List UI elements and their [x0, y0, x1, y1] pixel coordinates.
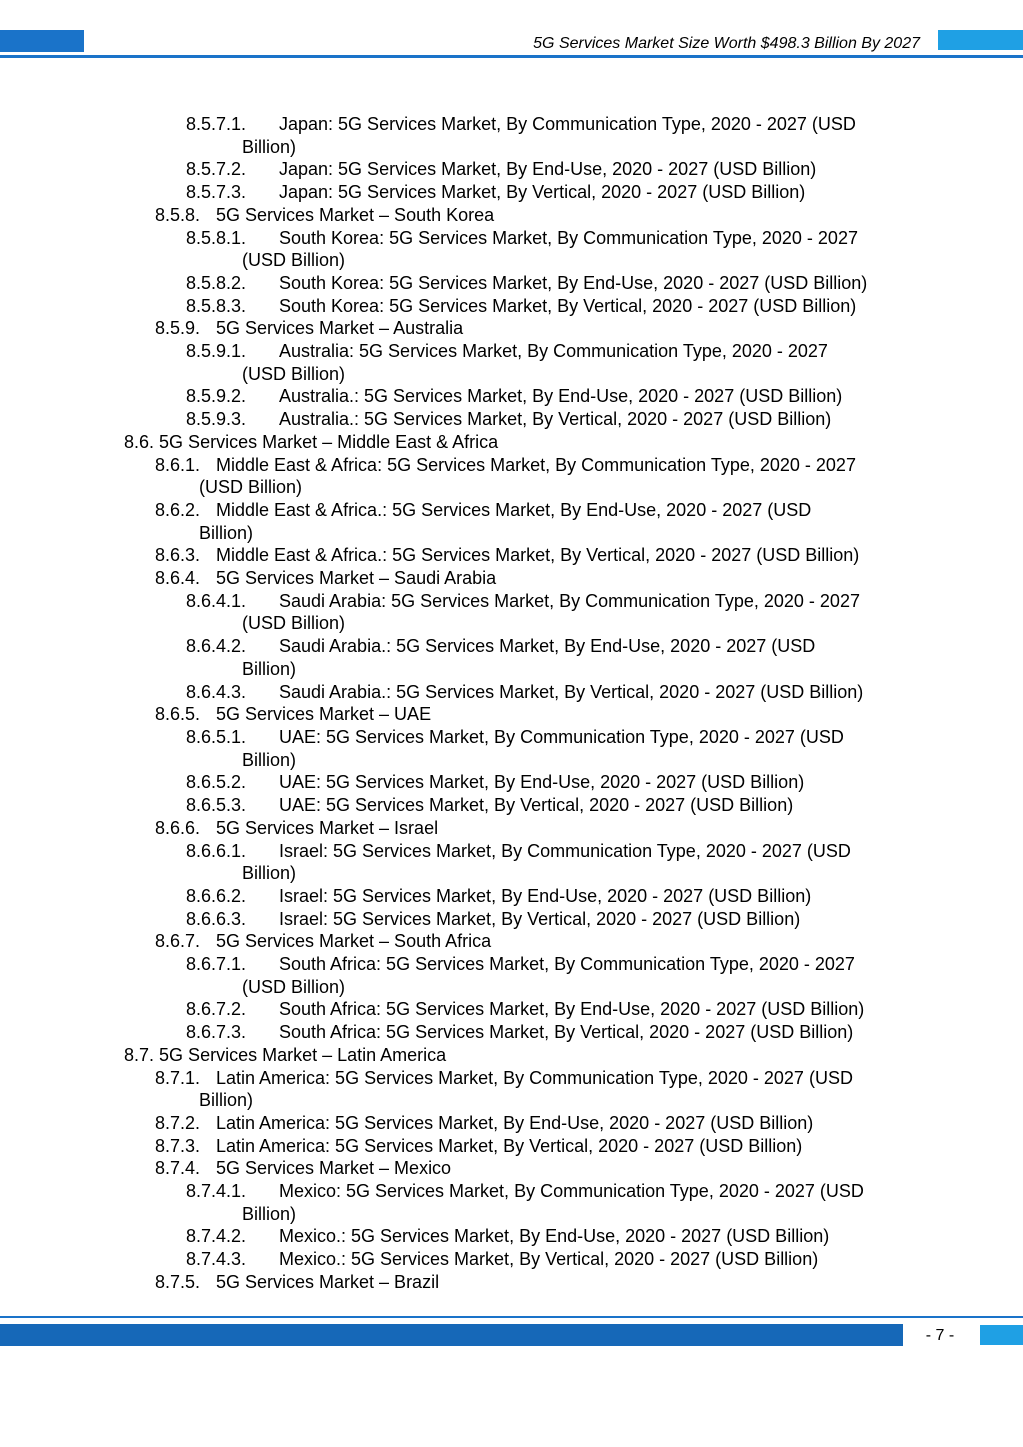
toc-entry-title-continuation: Billion): [242, 136, 297, 157]
toc-entry-number: 8.6.6.: [155, 817, 201, 838]
toc-entry-title: Japan: 5G Services Market, By End-Use, 2020 - 2027 (USD Billion): [279, 159, 817, 180]
toc-entry-number: 8.7.4.: [155, 1158, 201, 1179]
toc-entry-title: South Korea: 5G Services Market, By End-Use, 2020 - 2027 (USD Billion): [279, 272, 868, 293]
toc-entry-title-continuation: Billion): [242, 1203, 297, 1224]
toc-entry[interactable]: [0, 340, 1023, 385]
toc-entry-title: Australia.: 5G Services Market, By End-Use, 2020 - 2027 (USD Billion): [279, 386, 843, 407]
toc-entry[interactable]: [0, 567, 1023, 590]
toc-entry-title-continuation: Billion): [242, 863, 297, 884]
toc-entry-number: 8.6.1.: [155, 454, 201, 475]
toc-entry-title: South Africa: 5G Services Market, By Communication Type, 2020 - 2027: [279, 954, 855, 975]
toc-entry-number: 8.6.4.2.: [186, 636, 247, 657]
toc-entry[interactable]: [0, 794, 1023, 817]
toc-entry[interactable]: [0, 726, 1023, 771]
toc-entry-number: 8.6.4.: [155, 568, 201, 589]
toc-entry[interactable]: [0, 1135, 1023, 1158]
toc-entry[interactable]: [0, 840, 1023, 885]
toc-entry-number: 8.6.3.: [155, 545, 201, 566]
toc-entry[interactable]: [0, 204, 1023, 227]
footer-rule: [0, 1316, 1023, 1318]
toc-entry-number: 8.6.7.: [155, 931, 201, 952]
toc-entry[interactable]: [0, 1271, 1023, 1294]
toc-entry-number: 8.6.6.2.: [186, 885, 247, 906]
toc-entry[interactable]: [0, 817, 1023, 840]
toc-entry-number: 8.6.: [124, 431, 155, 452]
toc-entry-title: Saudi Arabia.: 5G Services Market, By End-Use, 2020 - 2027 (USD: [279, 636, 816, 657]
header-accent-block-right: [938, 30, 1023, 50]
toc-entry-number: 8.6.5.: [155, 704, 201, 725]
toc-entry-number: 8.7.: [124, 1044, 155, 1065]
toc-entry-title: Japan: 5G Services Market, By Communication Type, 2020 - 2027 (USD: [279, 114, 856, 134]
header-accent-block-left: [0, 30, 84, 52]
toc-entry[interactable]: [0, 181, 1023, 204]
toc-entry[interactable]: [0, 1067, 1023, 1112]
toc-entry-title: South Korea: 5G Services Market, By Vertical, 2020 - 2027 (USD Billion): [279, 295, 857, 316]
toc-entry-number: 8.5.8.: [155, 204, 201, 225]
toc-entry-number: 8.7.1.: [155, 1067, 201, 1088]
toc-entry-number: 8.5.7.3.: [186, 182, 247, 203]
toc-entry[interactable]: [0, 885, 1023, 908]
toc-entry-title: UAE: 5G Services Market, By Vertical, 2020 - 2027 (USD Billion): [279, 795, 794, 816]
toc-entry[interactable]: [0, 635, 1023, 680]
toc-entry-title: Latin America: 5G Services Market, By End-Use, 2020 - 2027 (USD Billion): [216, 1112, 814, 1133]
toc-entry[interactable]: [0, 1157, 1023, 1180]
toc-entry-title: South Africa: 5G Services Market, By Vertical, 2020 - 2027 (USD Billion): [279, 1022, 854, 1043]
toc-entry-number: 8.6.7.3.: [186, 1022, 247, 1043]
toc-entry-title: Latin America: 5G Services Market, By Vertical, 2020 - 2027 (USD Billion): [216, 1135, 803, 1156]
toc-entry-title: 5G Services Market – Brazil: [216, 1271, 440, 1292]
toc-entry-title: 5G Services Market – UAE: [216, 704, 432, 725]
toc-entry-title-continuation: (USD Billion): [242, 363, 346, 384]
toc-entry[interactable]: [0, 499, 1023, 544]
toc-entry[interactable]: [0, 1225, 1023, 1248]
toc-entry-title: 5G Services Market – South Korea: [216, 204, 495, 225]
toc-entry-number: 8.5.8.3.: [186, 295, 247, 316]
toc-entry-title: Saudi Arabia.: 5G Services Market, By Vertical, 2020 - 2027 (USD Billion): [279, 681, 864, 702]
toc-entry-number: 8.6.6.1.: [186, 840, 247, 861]
toc-entry-number: 8.7.2.: [155, 1112, 201, 1133]
toc-entry-title: Mexico.: 5G Services Market, By Vertical, 2020 - 2027 (USD Billion): [279, 1249, 819, 1270]
toc-entry-number: 8.6.5.3.: [186, 795, 247, 816]
toc-entry-number: 8.6.5.1.: [186, 726, 247, 747]
toc-entry[interactable]: [0, 317, 1023, 340]
toc-entry-number: 8.7.4.2.: [186, 1226, 247, 1247]
toc-entry[interactable]: [0, 1044, 1023, 1067]
toc-entry[interactable]: [0, 158, 1023, 181]
toc-entry-title: 5G Services Market – Middle East & Africa: [159, 431, 499, 452]
toc-entry-number: 8.6.2.: [155, 499, 201, 520]
toc-entry[interactable]: [0, 1180, 1023, 1225]
toc-entry-number: 8.5.9.3.: [186, 409, 247, 430]
toc-entry[interactable]: [0, 544, 1023, 567]
toc-entry-number: 8.6.6.3.: [186, 908, 247, 929]
toc-entry-title: Israel: 5G Services Market, By End-Use, 2020 - 2027 (USD Billion): [279, 885, 812, 906]
toc-entry-number: 8.5.7.2.: [186, 159, 247, 180]
toc-entry-title: Saudi Arabia: 5G Services Market, By Communication Type, 2020 - 2027: [279, 590, 860, 611]
toc-entry[interactable]: [0, 408, 1023, 431]
toc-entry-number: 8.6.7.1.: [186, 954, 247, 975]
toc-entry-title: South Africa: 5G Services Market, By End-Use, 2020 - 2027 (USD Billion): [279, 999, 865, 1020]
footer-accent-bar: [0, 1324, 903, 1346]
toc-entry-title: 5G Services Market – Australia: [216, 318, 464, 339]
toc-entry[interactable]: [0, 1021, 1023, 1044]
toc-entry-title-continuation: Billion): [199, 1090, 254, 1111]
toc-entry-title: Israel: 5G Services Market, By Vertical, 2020 - 2027 (USD Billion): [279, 908, 801, 929]
toc-entry-title: South Korea: 5G Services Market, By Communication Type, 2020 - 2027: [279, 227, 858, 248]
toc-entry-title: 5G Services Market – Latin America: [159, 1044, 447, 1065]
toc-entry[interactable]: [0, 998, 1023, 1021]
toc-entry[interactable]: [0, 703, 1023, 726]
toc-entry-title: 5G Services Market – South Africa: [216, 931, 492, 952]
running-header-title: 5G Services Market Size Worth $498.3 Billion By 2027: [533, 35, 920, 52]
toc-entry-title: Mexico: 5G Services Market, By Communication Type, 2020 - 2027 (USD: [279, 1181, 864, 1202]
toc-entry-title: Mexico.: 5G Services Market, By End-Use, 2020 - 2027 (USD Billion): [279, 1226, 830, 1247]
toc-entry[interactable]: [0, 1248, 1023, 1271]
toc-entry-number: 8.7.5.: [155, 1271, 201, 1292]
toc-entry[interactable]: [0, 681, 1023, 704]
toc-entry-number: 8.5.8.1.: [186, 227, 247, 248]
toc-entry[interactable]: [0, 771, 1023, 794]
toc-entry-number: 8.5.7.1.: [186, 114, 247, 134]
toc-entry-title-continuation: Billion): [242, 658, 297, 679]
toc-entry-number: 8.5.9.2.: [186, 386, 247, 407]
toc-entry-title: Japan: 5G Services Market, By Vertical, 2020 - 2027 (USD Billion): [279, 182, 806, 203]
toc-entry-title: Latin America: 5G Services Market, By Communication Type, 2020 - 2027 (USD: [216, 1067, 853, 1088]
toc-entry[interactable]: [0, 454, 1023, 499]
toc-entry-number: 8.5.9.1.: [186, 341, 247, 362]
toc-entry-title-continuation: (USD Billion): [242, 613, 346, 634]
toc-entry[interactable]: [0, 930, 1023, 953]
toc-entry[interactable]: [0, 272, 1023, 295]
toc-entry[interactable]: [0, 385, 1023, 408]
toc-entry-title: Middle East & Africa.: 5G Services Market, By End-Use, 2020 - 2027 (USD: [216, 499, 812, 520]
toc-entry-number: 8.6.4.1.: [186, 590, 247, 611]
toc-entry-title-continuation: Billion): [199, 522, 254, 543]
toc-entry-number: 8.5.9.: [155, 318, 201, 339]
toc-entry-title: UAE: 5G Services Market, By End-Use, 2020 - 2027 (USD Billion): [279, 772, 805, 793]
toc-entry-title-continuation: (USD Billion): [199, 477, 303, 498]
toc-entry-title: Middle East & Africa: 5G Services Market, By Communication Type, 2020 - 2027: [216, 454, 856, 475]
footer-accent-block-right: [980, 1325, 1023, 1345]
toc-entry-title: 5G Services Market – Saudi Arabia: [216, 568, 497, 589]
toc-entry-number: 8.6.7.2.: [186, 999, 247, 1020]
toc-entry-number: 8.7.4.1.: [186, 1181, 247, 1202]
toc-entry-title: 5G Services Market – Mexico: [216, 1158, 452, 1179]
toc-entry-number: 8.7.4.3.: [186, 1249, 247, 1270]
toc-entry-title: 5G Services Market – Israel: [216, 817, 439, 838]
toc-entry[interactable]: [0, 295, 1023, 318]
toc-entry-title-continuation: (USD Billion): [242, 976, 346, 997]
header-rule: [0, 55, 1023, 58]
page-number: - 7 -: [925, 1327, 955, 1344]
toc-entry[interactable]: [0, 431, 1023, 454]
toc-entry[interactable]: [0, 908, 1023, 931]
toc-entry-title: UAE: 5G Services Market, By Communication Type, 2020 - 2027 (USD: [279, 726, 844, 747]
table-of-contents: [0, 113, 1023, 1294]
toc-entry-title: Australia.: 5G Services Market, By Vertical, 2020 - 2027 (USD Billion): [279, 409, 832, 430]
toc-entry-title: Australia: 5G Services Market, By Communication Type, 2020 - 2027: [279, 341, 828, 362]
toc-entry-number: 8.5.8.2.: [186, 272, 247, 293]
toc-entry-title: Middle East & Africa.: 5G Services Market, By Vertical, 2020 - 2027 (USD Billion): [216, 545, 860, 566]
toc-entry-title-continuation: (USD Billion): [242, 250, 346, 271]
toc-entry[interactable]: [0, 227, 1023, 272]
toc-entry-number: 8.6.5.2.: [186, 772, 247, 793]
toc-entry-title: Israel: 5G Services Market, By Communication Type, 2020 - 2027 (USD: [279, 840, 851, 861]
toc-entry[interactable]: [0, 953, 1023, 998]
toc-entry[interactable]: [0, 1112, 1023, 1135]
toc-entry-number: 8.7.3.: [155, 1135, 201, 1156]
toc-entry[interactable]: [0, 113, 1023, 158]
toc-entry-title-continuation: Billion): [242, 749, 297, 770]
toc-entry-number: 8.6.4.3.: [186, 681, 247, 702]
toc-entry[interactable]: [0, 590, 1023, 635]
